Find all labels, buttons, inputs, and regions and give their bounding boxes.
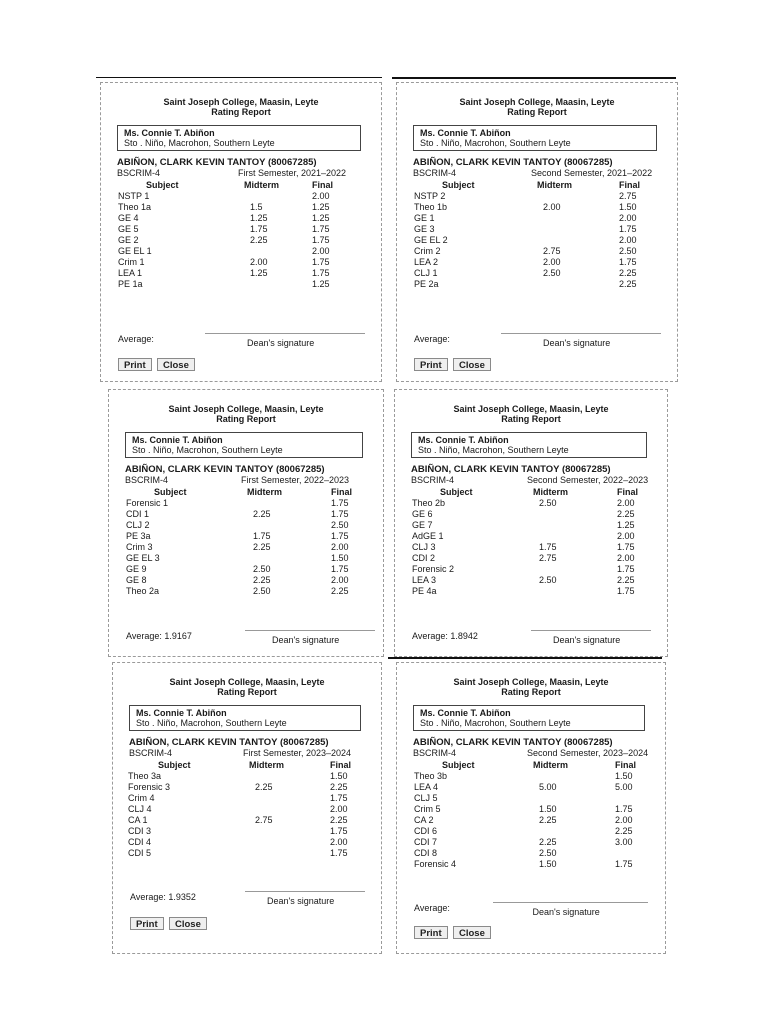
- table-row: [101, 224, 383, 235]
- final-grade-cell: 2.00: [331, 542, 349, 552]
- subject-cell: CLJ 4: [128, 804, 152, 814]
- final-grade-cell: 1.75: [312, 268, 330, 278]
- signature-line: [531, 630, 651, 631]
- teacher-box: [413, 705, 645, 731]
- table-row: [109, 575, 385, 586]
- final-grade-cell: 2.00: [617, 553, 635, 563]
- midterm-grade-cell: 2.25: [253, 509, 271, 519]
- teacher-address: Sto . Niño, Macrohon, Southern Leyte: [124, 138, 275, 148]
- signature-line: [493, 902, 648, 903]
- column-header-subject: Subject: [158, 760, 191, 770]
- table-row: [101, 202, 383, 213]
- school-name: Saint Joseph College, Maasin, Leyte: [163, 97, 319, 107]
- table-header-row: [397, 760, 667, 771]
- semester-label: Second Semester, 2021–2022: [531, 168, 653, 178]
- final-grade-cell: 1.75: [330, 826, 348, 836]
- report-title: Rating Report: [211, 107, 271, 117]
- rating-report-card: [112, 662, 382, 954]
- teacher-address: Sto . Niño, Macrohon, Southern Leyte: [418, 445, 569, 455]
- column-header-midterm: Midterm: [249, 760, 285, 770]
- subject-cell: GE EL 1: [118, 246, 152, 256]
- teacher-address: Sto . Niño, Macrohon, Southern Leyte: [420, 138, 571, 148]
- final-grade-cell: 2.75: [619, 191, 637, 201]
- final-grade-cell: 1.75: [331, 531, 349, 541]
- table-row: [397, 224, 679, 235]
- table-row: [113, 771, 383, 782]
- table-row: [109, 498, 385, 509]
- print-button[interactable]: Print: [414, 926, 448, 939]
- table-row: [397, 202, 679, 213]
- subject-cell: Forensic 2: [412, 564, 455, 574]
- grades-table: [395, 487, 669, 597]
- final-grade-cell: 1.75: [331, 564, 349, 574]
- midterm-grade-cell: 1.50: [539, 804, 557, 814]
- final-grade-cell: 2.50: [619, 246, 637, 256]
- school-name: Saint Joseph College, Maasin, Leyte: [168, 404, 324, 414]
- average-label: Average:: [414, 334, 450, 344]
- subject-cell: Crim 5: [414, 804, 441, 814]
- table-row: [395, 553, 669, 564]
- midterm-grade-cell: 2.25: [539, 815, 557, 825]
- report-title: Rating Report: [507, 107, 567, 117]
- final-grade-cell: 1.75: [312, 257, 330, 267]
- subject-cell: LEA 3: [412, 575, 437, 585]
- student-name: ABIÑON, CLARK KEVIN TANTOY (80067285): [413, 157, 613, 168]
- table-header-row: [101, 180, 383, 191]
- table-row: [395, 531, 669, 542]
- subject-cell: Theo 3a: [128, 771, 162, 781]
- column-header-midterm: Midterm: [537, 180, 573, 190]
- final-grade-cell: 1.75: [330, 793, 348, 803]
- table-row: [397, 191, 679, 202]
- teacher-name: Ms. Connie T. Abiñon: [136, 708, 227, 718]
- separator-line: [96, 77, 382, 78]
- table-header-row: [113, 760, 383, 771]
- midterm-grade-cell: 2.00: [543, 257, 561, 267]
- final-grade-cell: 2.25: [619, 268, 637, 278]
- final-grade-cell: 1.75: [330, 848, 348, 858]
- final-grade-cell: 2.25: [617, 575, 635, 585]
- subject-cell: Forensic 4: [414, 859, 457, 869]
- midterm-grade-cell: 2.50: [253, 586, 271, 596]
- teacher-box: [125, 432, 363, 458]
- subject-cell: Crim 2: [414, 246, 441, 256]
- subject-cell: GE 2: [118, 235, 139, 245]
- print-button[interactable]: Print: [130, 917, 164, 930]
- table-row: [109, 542, 385, 553]
- subject-cell: NSTP 2: [414, 191, 446, 201]
- subject-cell: Theo 2a: [126, 586, 160, 596]
- table-header-row: [397, 180, 679, 191]
- program-code: BSCRIM-4: [125, 475, 169, 485]
- signature-line: [205, 333, 365, 334]
- column-header-midterm: Midterm: [247, 487, 283, 497]
- deans-signature-label: Dean's signature: [532, 907, 600, 917]
- signature-line: [245, 891, 365, 892]
- subject-cell: PE 4a: [412, 586, 437, 596]
- final-grade-cell: 1.75: [619, 257, 637, 267]
- subject-cell: Theo 1b: [414, 202, 448, 212]
- subject-cell: AdGE 1: [412, 531, 444, 541]
- program-code: BSCRIM-4: [411, 475, 455, 485]
- table-row: [397, 804, 667, 815]
- semester-label: First Semester, 2021–2022: [238, 168, 347, 178]
- table-row: [397, 848, 667, 859]
- table-row: [397, 815, 667, 826]
- teacher-name: Ms. Connie T. Abiñon: [420, 708, 511, 718]
- average-label: Average:: [414, 903, 450, 913]
- final-grade-cell: 2.00: [312, 191, 330, 201]
- table-row: [395, 542, 669, 553]
- final-grade-cell: 1.75: [312, 224, 330, 234]
- subject-cell: GE EL 2: [414, 235, 448, 245]
- final-grade-cell: 1.25: [617, 520, 635, 530]
- deans-signature-label: Dean's signature: [267, 896, 335, 906]
- final-grade-cell: 5.00: [615, 782, 633, 792]
- average-label: Average: 1.9167: [126, 631, 192, 641]
- subject-cell: CDI 3: [128, 826, 152, 836]
- table-row: [101, 191, 383, 202]
- subject-cell: Theo 3b: [414, 771, 448, 781]
- final-grade-cell: 1.75: [615, 859, 633, 869]
- rating-report-card: [396, 82, 678, 382]
- subject-cell: CA 2: [414, 815, 434, 825]
- table-row: [397, 257, 679, 268]
- subject-cell: GE 5: [118, 224, 139, 234]
- column-header-subject: Subject: [146, 180, 179, 190]
- final-grade-cell: 1.75: [619, 224, 637, 234]
- subject-cell: CLJ 5: [414, 793, 438, 803]
- midterm-grade-cell: 1.75: [253, 531, 271, 541]
- final-grade-cell: 2.00: [312, 246, 330, 256]
- final-grade-cell: 1.25: [312, 279, 330, 289]
- final-grade-cell: 1.50: [615, 771, 633, 781]
- subject-cell: GE 9: [126, 564, 147, 574]
- midterm-grade-cell: 1.75: [250, 224, 268, 234]
- signature-line: [501, 333, 661, 334]
- midterm-grade-cell: 2.25: [253, 575, 271, 585]
- grades-table: [109, 487, 385, 597]
- column-header-subject: Subject: [442, 760, 475, 770]
- teacher-box: [129, 705, 361, 731]
- grades-table: [397, 180, 679, 290]
- table-row: [397, 246, 679, 257]
- table-row: [397, 771, 667, 782]
- table-row: [109, 531, 385, 542]
- column-header-final: Final: [331, 487, 353, 497]
- final-grade-cell: 2.00: [330, 837, 348, 847]
- midterm-grade-cell: 2.75: [539, 553, 557, 563]
- final-grade-cell: 1.50: [619, 202, 637, 212]
- close-button[interactable]: Close: [453, 926, 491, 939]
- print-button[interactable]: Print: [118, 358, 152, 371]
- midterm-grade-cell: 2.50: [539, 575, 557, 585]
- deans-signature-label: Dean's signature: [247, 338, 315, 348]
- final-grade-cell: 2.00: [617, 498, 635, 508]
- table-row: [101, 279, 383, 290]
- final-grade-cell: 2.25: [619, 279, 637, 289]
- midterm-grade-cell: 2.00: [543, 202, 561, 212]
- table-header-row: [109, 487, 385, 498]
- midterm-grade-cell: 1.50: [539, 859, 557, 869]
- table-row: [109, 564, 385, 575]
- program-code: BSCRIM-4: [129, 748, 173, 758]
- average-label: Average:: [118, 334, 154, 344]
- final-grade-cell: 2.25: [617, 509, 635, 519]
- table-row: [113, 815, 383, 826]
- teacher-name: Ms. Connie T. Abiñon: [124, 128, 215, 138]
- teacher-address: Sto . Niño, Macrohon, Southern Leyte: [136, 718, 287, 728]
- final-grade-cell: 1.75: [331, 509, 349, 519]
- signature-line: [245, 630, 375, 631]
- report-title: Rating Report: [501, 414, 561, 424]
- table-row: [109, 553, 385, 564]
- column-header-midterm: Midterm: [244, 180, 280, 190]
- semester-label: First Semester, 2022–2023: [241, 475, 350, 485]
- subject-cell: CA 1: [128, 815, 148, 825]
- subject-cell: CDI 4: [128, 837, 152, 847]
- table-row: [101, 257, 383, 268]
- subject-cell: CLJ 3: [412, 542, 436, 552]
- final-grade-cell: 2.25: [330, 782, 348, 792]
- table-row: [101, 235, 383, 246]
- midterm-grade-cell: 2.25: [253, 542, 271, 552]
- table-row: [101, 268, 383, 279]
- subject-cell: CDI 8: [414, 848, 438, 858]
- final-grade-cell: 1.75: [615, 804, 633, 814]
- final-grade-cell: 1.75: [312, 235, 330, 245]
- table-row: [395, 509, 669, 520]
- column-header-final: Final: [312, 180, 334, 190]
- deans-signature-label: Dean's signature: [272, 635, 340, 645]
- teacher-box: [117, 125, 361, 151]
- midterm-grade-cell: 5.00: [539, 782, 557, 792]
- subject-cell: CDI 2: [412, 553, 436, 563]
- table-row: [109, 509, 385, 520]
- subject-cell: LEA 1: [118, 268, 143, 278]
- program-code: BSCRIM-4: [117, 168, 161, 178]
- table-row: [395, 586, 669, 597]
- table-row: [113, 804, 383, 815]
- table-row: [395, 498, 669, 509]
- deans-signature-label: Dean's signature: [553, 635, 621, 645]
- final-grade-cell: 2.50: [331, 520, 349, 530]
- teacher-address: Sto . Niño, Macrohon, Southern Leyte: [420, 718, 571, 728]
- subject-cell: CDI 6: [414, 826, 438, 836]
- student-name: ABIÑON, CLARK KEVIN TANTOY (80067285): [117, 157, 317, 168]
- midterm-grade-cell: 2.25: [255, 782, 273, 792]
- table-row: [109, 586, 385, 597]
- print-button[interactable]: Print: [414, 358, 448, 371]
- table-row: [113, 793, 383, 804]
- column-header-midterm: Midterm: [533, 487, 569, 497]
- rating-report-card: [108, 389, 384, 657]
- program-code: BSCRIM-4: [413, 748, 457, 758]
- close-button[interactable]: Close: [453, 358, 491, 371]
- student-name: ABIÑON, CLARK KEVIN TANTOY (80067285): [125, 464, 325, 475]
- subject-cell: Theo 1a: [118, 202, 152, 212]
- table-row: [397, 235, 679, 246]
- column-header-subject: Subject: [154, 487, 187, 497]
- table-row: [397, 859, 667, 870]
- midterm-grade-cell: 2.50: [543, 268, 561, 278]
- final-grade-cell: 2.00: [615, 815, 633, 825]
- table-row: [101, 213, 383, 224]
- final-grade-cell: 1.50: [330, 771, 348, 781]
- table-row: [397, 793, 667, 804]
- midterm-grade-cell: 2.25: [539, 837, 557, 847]
- grades-table: [101, 180, 383, 290]
- subject-cell: LEA 2: [414, 257, 439, 267]
- subject-cell: GE EL 3: [126, 553, 160, 563]
- table-row: [397, 837, 667, 848]
- subject-cell: GE 4: [118, 213, 139, 223]
- subject-cell: PE 2a: [414, 279, 439, 289]
- midterm-grade-cell: 2.50: [253, 564, 271, 574]
- column-header-final: Final: [330, 760, 352, 770]
- teacher-name: Ms. Connie T. Abiñon: [132, 435, 223, 445]
- final-grade-cell: 1.25: [312, 213, 330, 223]
- final-grade-cell: 1.25: [312, 202, 330, 212]
- midterm-grade-cell: 1.25: [250, 268, 268, 278]
- midterm-grade-cell: 1.5: [250, 202, 263, 212]
- subject-cell: CLJ 2: [126, 520, 150, 530]
- midterm-grade-cell: 2.00: [250, 257, 268, 267]
- table-header-row: [395, 487, 669, 498]
- separator-line: [388, 657, 662, 659]
- subject-cell: Crim 3: [126, 542, 153, 552]
- subject-cell: CDI 7: [414, 837, 438, 847]
- final-grade-cell: 2.00: [330, 804, 348, 814]
- table-row: [397, 268, 679, 279]
- final-grade-cell: 1.75: [617, 542, 635, 552]
- subject-cell: Crim 4: [128, 793, 155, 803]
- table-row: [113, 848, 383, 859]
- teacher-name: Ms. Connie T. Abiñon: [420, 128, 511, 138]
- table-row: [397, 279, 679, 290]
- table-row: [101, 246, 383, 257]
- teacher-box: [413, 125, 657, 151]
- table-row: [113, 837, 383, 848]
- separator-line: [392, 77, 676, 79]
- teacher-box: [411, 432, 647, 458]
- school-name: Saint Joseph College, Maasin, Leyte: [453, 677, 609, 687]
- subject-cell: CDI 5: [128, 848, 152, 858]
- subject-cell: Theo 2b: [412, 498, 446, 508]
- school-name: Saint Joseph College, Maasin, Leyte: [169, 677, 325, 687]
- column-header-final: Final: [619, 180, 641, 190]
- final-grade-cell: 2.25: [331, 586, 349, 596]
- teacher-name: Ms. Connie T. Abiñon: [418, 435, 509, 445]
- subject-cell: GE 7: [412, 520, 433, 530]
- subject-cell: CDI 1: [126, 509, 150, 519]
- final-grade-cell: 1.75: [617, 586, 635, 596]
- final-grade-cell: 2.25: [330, 815, 348, 825]
- final-grade-cell: 3.00: [615, 837, 633, 847]
- midterm-grade-cell: 2.75: [543, 246, 561, 256]
- final-grade-cell: 2.00: [331, 575, 349, 585]
- rating-report-card: [396, 662, 666, 954]
- close-button[interactable]: Close: [169, 917, 207, 930]
- midterm-grade-cell: 1.75: [539, 542, 557, 552]
- deans-signature-label: Dean's signature: [543, 338, 611, 348]
- table-row: [395, 575, 669, 586]
- subject-cell: PE 1a: [118, 279, 143, 289]
- semester-label: First Semester, 2023–2024: [243, 748, 352, 758]
- midterm-grade-cell: 2.50: [539, 498, 557, 508]
- subject-cell: GE 8: [126, 575, 147, 585]
- subject-cell: LEA 4: [414, 782, 439, 792]
- table-row: [395, 564, 669, 575]
- subject-cell: Forensic 1: [126, 498, 169, 508]
- average-label: Average: 1.8942: [412, 631, 478, 641]
- program-code: BSCRIM-4: [413, 168, 457, 178]
- column-header-subject: Subject: [442, 180, 475, 190]
- final-grade-cell: 2.00: [617, 531, 635, 541]
- table-row: [113, 826, 383, 837]
- midterm-grade-cell: 1.25: [250, 213, 268, 223]
- rating-report-card: [394, 389, 668, 657]
- final-grade-cell: 1.75: [331, 498, 349, 508]
- final-grade-cell: 1.50: [331, 553, 349, 563]
- final-grade-cell: 2.00: [619, 213, 637, 223]
- student-name: ABIÑON, CLARK KEVIN TANTOY (80067285): [411, 464, 611, 475]
- grades-table: [397, 760, 667, 870]
- semester-label: Second Semester, 2023–2024: [527, 748, 649, 758]
- midterm-grade-cell: 2.25: [250, 235, 268, 245]
- report-title: Rating Report: [216, 414, 276, 424]
- column-header-midterm: Midterm: [533, 760, 569, 770]
- teacher-address: Sto . Niño, Macrohon, Southern Leyte: [132, 445, 283, 455]
- table-row: [109, 520, 385, 531]
- subject-cell: PE 3a: [126, 531, 151, 541]
- subject-cell: CLJ 1: [414, 268, 438, 278]
- rating-report-card: [100, 82, 382, 382]
- student-name: ABIÑON, CLARK KEVIN TANTOY (80067285): [413, 737, 613, 748]
- semester-label: Second Semester, 2022–2023: [527, 475, 649, 485]
- table-row: [397, 826, 667, 837]
- close-button[interactable]: Close: [157, 358, 195, 371]
- final-grade-cell: 1.75: [617, 564, 635, 574]
- column-header-subject: Subject: [440, 487, 473, 497]
- column-header-final: Final: [615, 760, 637, 770]
- table-row: [397, 213, 679, 224]
- report-title: Rating Report: [217, 687, 277, 697]
- table-row: [395, 520, 669, 531]
- final-grade-cell: 2.25: [615, 826, 633, 836]
- average-label: Average: 1.9352: [130, 892, 196, 902]
- subject-cell: Forensic 3: [128, 782, 171, 792]
- subject-cell: GE 6: [412, 509, 433, 519]
- subject-cell: GE 1: [414, 213, 435, 223]
- table-row: [397, 782, 667, 793]
- school-name: Saint Joseph College, Maasin, Leyte: [459, 97, 615, 107]
- midterm-grade-cell: 2.50: [539, 848, 557, 858]
- report-title: Rating Report: [501, 687, 561, 697]
- subject-cell: Crim 1: [118, 257, 145, 267]
- grades-table: [113, 760, 383, 859]
- student-name: ABIÑON, CLARK KEVIN TANTOY (80067285): [129, 737, 329, 748]
- final-grade-cell: 2.00: [619, 235, 637, 245]
- subject-cell: NSTP 1: [118, 191, 150, 201]
- subject-cell: GE 3: [414, 224, 435, 234]
- midterm-grade-cell: 2.75: [255, 815, 273, 825]
- table-row: [113, 782, 383, 793]
- column-header-final: Final: [617, 487, 639, 497]
- school-name: Saint Joseph College, Maasin, Leyte: [453, 404, 609, 414]
